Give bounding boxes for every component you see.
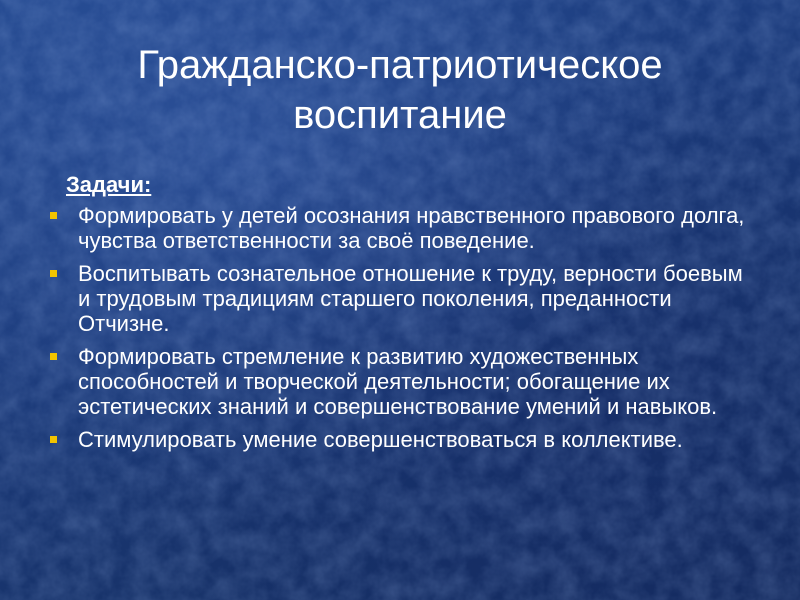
list-item-text: Воспитывать сознательное отношение к труду, верности боевым и трудовым традициям старшего поколения, преданности Отчизне. [78, 261, 743, 336]
list-item-text: Формировать у детей осознания нравственного правового долга, чувства ответственности за своё поведение. [78, 203, 745, 253]
square-bullet-icon [50, 436, 57, 443]
list-item-text: Формировать стремление к развитию художественных способностей и творческой деятельности; обогащение их эстетических знаний и совершенствование умений и навыков. [78, 344, 718, 419]
square-bullet-icon [50, 212, 57, 219]
list-item [48, 203, 760, 253]
tasks-list [48, 203, 760, 452]
square-bullet-icon [50, 270, 57, 277]
square-bullet-icon [50, 353, 57, 360]
list-item [48, 427, 760, 452]
slide-content [48, 172, 760, 460]
list-item [48, 344, 760, 419]
tasks-heading: Задачи: [66, 172, 152, 197]
slide-title: Гражданско-патриотическое воспитание [137, 43, 663, 137]
list-item-text: Стимулировать умение совершенствоваться в коллективе. [78, 427, 683, 452]
list-item [48, 261, 760, 336]
